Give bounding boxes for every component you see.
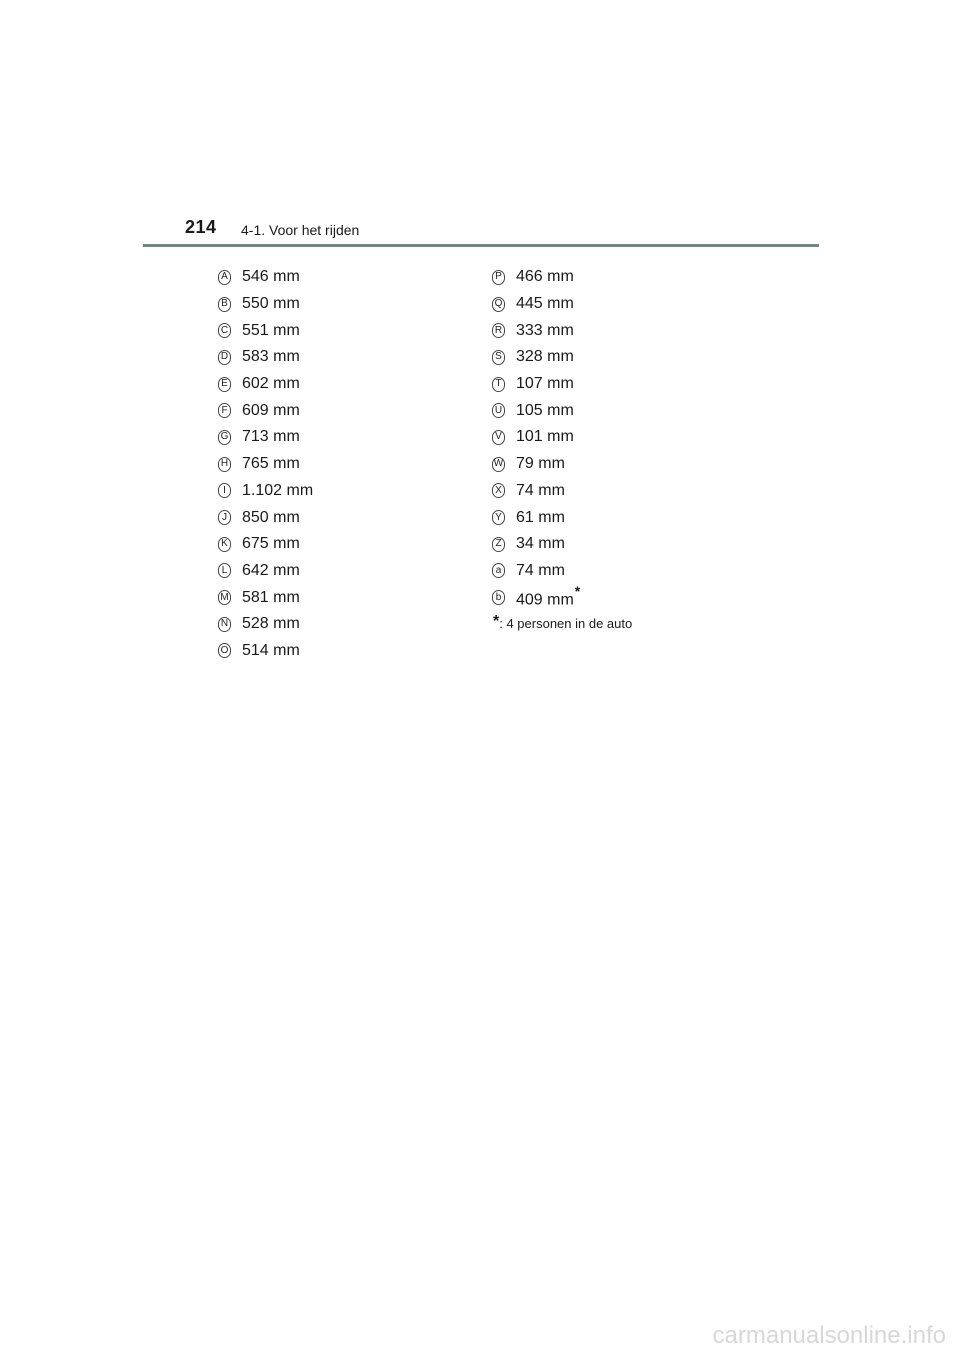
footnote [493, 613, 632, 631]
callout-letter-badge: C [218, 323, 231, 338]
dimension-item [218, 451, 313, 478]
dimension-item [218, 344, 313, 371]
dimension-value-text: 583 mm [242, 348, 300, 366]
dimension-value-text: 1.102 mm [242, 481, 314, 499]
dimension-value [242, 535, 300, 553]
callout-letter-badge: Q [492, 297, 505, 312]
dimension-value-text: 546 mm [242, 268, 300, 286]
dimension-item [492, 344, 632, 371]
dimension-value [516, 509, 565, 527]
header-rule [143, 244, 819, 247]
dimension-value [242, 322, 300, 340]
callout-letter-badge: a [492, 563, 505, 578]
dimension-value-text: 528 mm [242, 615, 300, 633]
dimension-value-text: 61 mm [516, 508, 565, 526]
footnote-marker: * [574, 583, 581, 600]
dimension-value [516, 585, 580, 609]
dimension-value [516, 482, 565, 500]
dimension-value-text: 675 mm [242, 535, 300, 553]
dimension-value [516, 535, 565, 553]
dimension-item [218, 478, 313, 505]
dimension-item [218, 531, 313, 558]
dimension-value [516, 562, 565, 580]
callout-letter-badge: K [218, 537, 231, 552]
dimension-value [242, 482, 313, 500]
dimension-value-text: 328 mm [516, 348, 574, 366]
dimension-value-text: 466 mm [516, 268, 574, 286]
dimension-item [218, 424, 313, 451]
dimension-item [218, 371, 313, 398]
dimension-value-text: 74 mm [516, 561, 565, 579]
dimension-value-text: 333 mm [516, 321, 574, 339]
callout-letter-badge: A [218, 270, 231, 285]
dimension-value [516, 402, 574, 420]
callout-letter-badge: b [492, 590, 505, 605]
dimension-item [492, 531, 632, 558]
dimension-value [516, 322, 574, 340]
callout-letter-badge: V [492, 430, 505, 445]
dimension-value [516, 348, 574, 366]
dimension-value [242, 509, 300, 527]
dimension-value-text: 581 mm [242, 588, 300, 606]
dimension-item [218, 638, 313, 665]
dimension-item [492, 264, 632, 291]
dimension-item [218, 264, 313, 291]
dimension-item [492, 397, 632, 424]
callout-letter-badge: R [492, 323, 505, 338]
dimension-item [492, 478, 632, 505]
dimension-value-text: 101 mm [516, 428, 574, 446]
callout-letter-badge: D [218, 350, 231, 365]
dimension-value-text: 79 mm [516, 455, 565, 473]
dimension-item [492, 558, 632, 585]
dimension-value [242, 455, 300, 473]
dimension-value [242, 562, 300, 580]
dimension-value-text: 550 mm [242, 295, 300, 313]
dimension-item [218, 584, 313, 611]
callout-letter-badge: F [218, 403, 231, 418]
dimension-item [492, 317, 632, 344]
callout-letter-badge: P [492, 270, 505, 285]
callout-letter-badge: Y [492, 510, 505, 525]
dimension-list-left [218, 264, 313, 664]
dimension-item [492, 504, 632, 531]
dimension-value-text: 514 mm [242, 641, 300, 659]
callout-letter-badge: L [218, 563, 231, 578]
dimension-value-text: 850 mm [242, 508, 300, 526]
dimension-value [242, 348, 300, 366]
callout-letter-badge: S [492, 350, 505, 365]
callout-letter-badge: Z [492, 537, 505, 552]
dimension-value [516, 375, 574, 393]
callout-letter-badge: E [218, 377, 231, 392]
dimension-item [218, 397, 313, 424]
page-number: 214 [185, 217, 217, 237]
dimension-item [492, 291, 632, 318]
callout-letter-badge: J [218, 510, 231, 525]
dimension-value [516, 295, 574, 313]
watermark: carmanualsonline.info [712, 1322, 946, 1349]
dimension-value-text: 551 mm [242, 321, 300, 339]
dimension-value-text: 105 mm [516, 401, 574, 419]
dimension-item [218, 611, 313, 638]
dimension-value [242, 268, 300, 286]
dimension-item [492, 424, 632, 451]
dimension-value [242, 295, 300, 313]
callout-letter-badge: X [492, 483, 505, 498]
dimension-value [242, 642, 300, 660]
dimension-value-text: 642 mm [242, 561, 300, 579]
dimension-item [218, 558, 313, 585]
footnote-text: : 4 personen in de auto [499, 615, 633, 631]
dimension-value-text: 107 mm [516, 375, 574, 393]
dimension-value-text: 609 mm [242, 401, 300, 419]
dimension-value-text: 602 mm [242, 375, 300, 393]
dimension-value-text: 765 mm [242, 455, 300, 473]
dimension-item [218, 504, 313, 531]
dimension-value [242, 589, 300, 607]
dimension-item [218, 291, 313, 318]
dimension-value-text: 713 mm [242, 428, 300, 446]
dimension-value [242, 375, 300, 393]
dimension-value [516, 455, 565, 473]
callout-letter-badge: G [218, 430, 231, 445]
section-title: 4-1. Voor het rijden [241, 222, 360, 238]
dimension-value [242, 428, 300, 446]
callout-letter-badge: H [218, 457, 231, 472]
callout-letter-badge: I [218, 483, 231, 498]
dimension-item [492, 584, 632, 611]
callout-letter-badge: U [492, 403, 505, 418]
dimension-item [492, 371, 632, 398]
callout-letter-badge: B [218, 297, 231, 312]
dimension-value [516, 268, 574, 286]
callout-letter-badge: T [492, 377, 505, 392]
dimension-value-text: 409 mm [516, 591, 574, 609]
dimension-value-text: 445 mm [516, 295, 574, 313]
callout-letter-badge: M [218, 590, 231, 605]
callout-letter-badge: N [218, 617, 231, 632]
dimension-list-right [492, 264, 632, 631]
dimension-value-text: 34 mm [516, 535, 565, 553]
callout-letter-badge: O [218, 643, 231, 658]
dimension-item [492, 451, 632, 478]
callout-letter-badge: W [492, 457, 505, 472]
dimension-value-text: 74 mm [516, 481, 565, 499]
dimension-item [218, 317, 313, 344]
dimension-value [242, 615, 300, 633]
dimension-value [242, 402, 300, 420]
footnote-star: * [493, 612, 500, 630]
dimension-value [516, 428, 574, 446]
